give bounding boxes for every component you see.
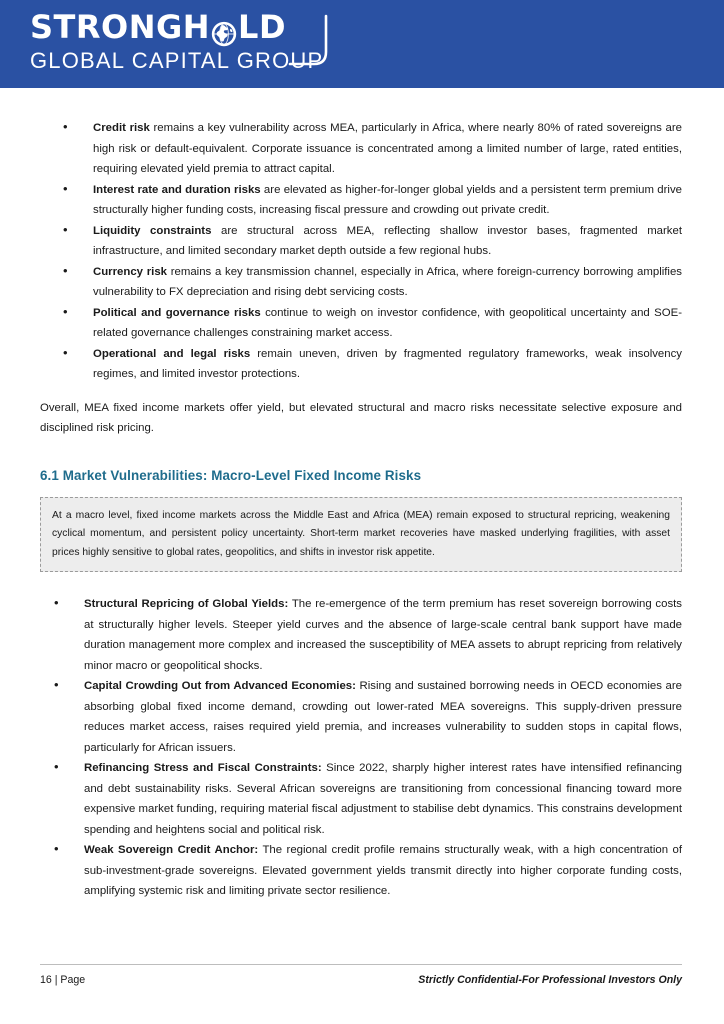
bullet-body: are elevated as higher-for-longer global yields and a persistent term premium drive structurally higher funding costs, increasing fiscal pressure and crowding out private credit. — [93, 183, 682, 216]
logo-wordmark-prefix: STRONGH — [30, 8, 211, 46]
page-footer — [40, 964, 682, 986]
bullet-body: remains a key vulnerability across MEA, particularly in Africa, where nearly 80% of rated sovereigns are high risk or default-equivalent. Corporate issuance is concentrated among a limited number of large, rated entities, requiring elevated yield premia to attract capital. — [93, 122, 682, 175]
logo-wordmark — [30, 8, 350, 46]
page-number: 16 | Page — [40, 974, 86, 986]
bullet-body: Since 2022, sharply higher interest rates have intensified refinancing and debt sustainability risks. Several African sovereigns are transitioning from concessional financing toward more expensive market funding, requiring material fiscal adjustment to stabilise debt dynamics. This constrains development spending and heightens social and political risk. — [84, 762, 682, 836]
bullet-body: The regional credit profile remains structurally weak, with a high concentration of sub-investment-grade sovereigns. Elevated government yields transmit directly into higher corporate funding costs, amplifying systemic risk and limiting private sector resilience. — [84, 844, 683, 897]
risk-bullet-list — [63, 118, 682, 385]
bullet-body: remains a key transmission channel, especially in Africa, where foreign-currency borrowing amplifies vulnerability to FX depreciation and rising debt servicing costs. — [93, 265, 682, 298]
list-item — [63, 344, 682, 385]
footer-divider — [40, 964, 682, 965]
document-page — [0, 91, 724, 1024]
bullet-lead: Political and governance risks — [93, 306, 261, 319]
bullet-lead: Currency risk — [93, 265, 167, 278]
logo-wordmark-suffix: LD — [238, 8, 286, 46]
bullet-body: continue to weigh on investor confidence, with geopolitical uncertainty and SOE-related governance challenges constraining market access. — [93, 306, 682, 339]
footer-row — [40, 974, 682, 986]
spacer — [40, 572, 682, 594]
list-item — [54, 676, 682, 758]
bullet-lead: Structural Repricing of Global Yields: — [84, 598, 289, 610]
header-band — [0, 0, 724, 88]
list-item — [63, 180, 682, 221]
company-logo — [30, 8, 350, 82]
bullet-body: Rising and sustained borrowing needs in OECD economies are absorbing global fixed income demand, crowding out lower-rated MEA sovereigns. This supply-driven pressure reduces market access, raises required yield premia, and increases vulnerability to sudden stops in capital flows, particularly for African issuers. — [84, 680, 682, 754]
bullet-body: are structural across MEA, reflecting shallow investor bases, fragmented market infrastructure, and limited secondary market depth outside a few regional hubs. — [93, 224, 683, 257]
list-item — [63, 303, 682, 344]
list-item — [54, 840, 682, 902]
logo-tagline: GLOBAL CAPITAL GROUP — [30, 48, 324, 73]
globe-icon — [211, 17, 237, 43]
list-item — [54, 594, 682, 676]
bullet-lead: Credit risk — [93, 122, 150, 134]
bullet-lead: Capital Crowding Out from Advanced Economies: — [84, 680, 356, 692]
list-item — [63, 221, 682, 262]
section-heading-6-1: 6.1 Market Vulnerabilities: Macro-Level Fixed Income Risks — [40, 467, 422, 483]
page-content — [40, 118, 682, 902]
bullet-body: The re-emergence of the term premium has reset sovereign borrowing costs at structurally higher levels. Steeper yield curves and the absence of large-scale central bank support have made duration management more complex and increased the susceptibility of MEA assets to abrupt repricing from relatively minor macro or geopolitical shocks. — [84, 598, 682, 672]
bullet-lead: Interest rate and duration risks — [93, 183, 261, 196]
bullet-lead: Refinancing Stress and Fiscal Constraints: — [84, 762, 322, 774]
list-item — [54, 758, 682, 840]
list-item — [63, 118, 682, 180]
vulnerability-bullet-list — [54, 594, 682, 902]
bullet-lead: Liquidity constraints — [93, 224, 212, 237]
macro-callout-box — [40, 497, 682, 573]
bullet-body: remain uneven, driven by fragmented regulatory frameworks, weak insolvency regimes, and limited investor protections. — [93, 347, 682, 380]
confidentiality-notice: Strictly Confidential-For Professional Investors Only — [418, 974, 682, 986]
bullet-lead: Operational and legal risks — [93, 347, 251, 360]
bullet-lead: Weak Sovereign Credit Anchor: — [84, 844, 259, 856]
callout-text: At a macro level, fixed income markets across the Middle East and Africa (MEA) remain exposed to structural repricing, weakening cyclical momentum, and persistent policy uncertainty. Short-term market recoveries have masked underlying fragilities, with asset prices highly sensitive to global rates, geopolitics, and shifts in investor risk appetite. — [52, 509, 670, 558]
list-item — [63, 262, 682, 303]
overall-summary-paragraph: Overall, MEA fixed income markets offer yield, but elevated structural and macro risks necessitate selective exposure and disciplined risk pricing. — [40, 401, 682, 434]
